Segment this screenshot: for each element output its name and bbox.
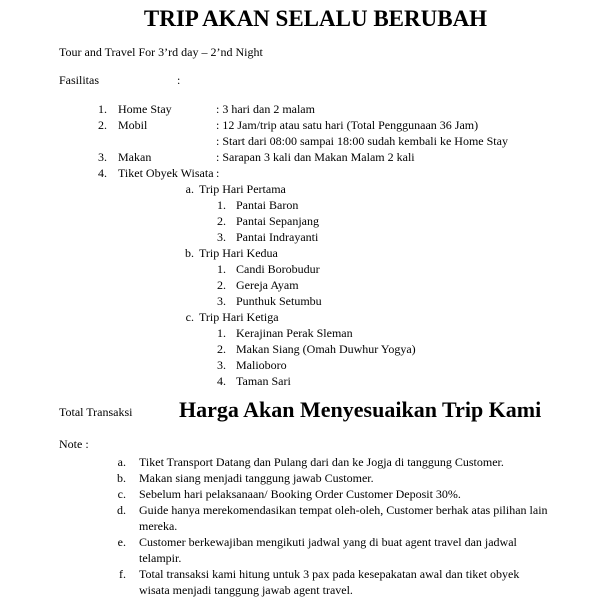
note-text: Makan siang menjadi tanggung jawab Customer. — [139, 471, 374, 485]
trip-item-number: 2. — [217, 278, 226, 292]
trip-item-number: 1. — [217, 326, 226, 340]
trip-item: Punthuk Setumbu — [236, 294, 322, 308]
trip-item-number: 1. — [217, 198, 226, 212]
trip-item: Malioboro — [236, 358, 287, 372]
trip-letter: b. — [185, 246, 194, 260]
note-text-continued: mereka. — [139, 519, 178, 533]
facility-value: : Sarapan 3 kali dan Makan Malam 2 kali — [216, 150, 415, 164]
trip-item: Gereja Ayam — [236, 278, 299, 292]
facility-label: Home Stay — [118, 102, 172, 116]
note-text: Tiket Transport Datang dan Pulang dari dan ke Jogja di tanggung Customer. — [139, 455, 504, 469]
note-text-continued: telampir. — [139, 551, 182, 565]
facility-label: Makan — [118, 150, 152, 164]
note-label: Note : — [59, 437, 89, 451]
trip-item: Pantai Baron — [236, 198, 299, 212]
trip-item-number: 2. — [217, 214, 226, 228]
facility-value-continued: : Start dari 08:00 sampai 18:00 sudah kembali ke Home Stay — [216, 134, 508, 148]
trip-item-number: 2. — [217, 342, 226, 356]
fasilitas-label: Fasilitas — [59, 73, 100, 87]
trip-name: Trip Hari Kedua — [199, 246, 278, 260]
note-letter: a. — [117, 455, 126, 469]
trip-item: Makan Siang (Omah Duwhur Yogya) — [236, 342, 416, 356]
note-text: Sebelum hari pelaksanaan/ Booking Order Customer Deposit 30%. — [139, 487, 461, 501]
note-text: Customer berkewajiban mengikuti jadwal yang di buat agent travel dan jadwal — [139, 535, 517, 549]
note-text-continued: wisata menjadi tanggung jawab agent travel. — [139, 583, 353, 597]
trip-item-number: 1. — [217, 262, 226, 276]
note-letter: f. — [119, 567, 126, 581]
note-text: Guide hanya merekomendasikan tempat oleh-oleh, Customer berhak atas pilihan lain — [139, 503, 548, 517]
total-value: Harga Akan Menyesuaikan Trip Kami — [179, 397, 542, 422]
facility-value: : 12 Jam/trip atau satu hari (Total Penggunaan 36 Jam) — [216, 118, 479, 132]
subtitle: Tour and Travel For 3’rd day – 2’nd Night — [59, 45, 263, 59]
facility-label: Mobil — [118, 118, 148, 132]
trip-item-number: 4. — [217, 374, 226, 388]
trip-name: Trip Hari Pertama — [199, 182, 286, 196]
facility-label: Tiket Obyek Wisata — [118, 166, 214, 180]
note-letter: b. — [117, 471, 126, 485]
facility-value: : — [216, 166, 220, 180]
fasilitas-colon: : — [177, 73, 181, 87]
facility-number: 2. — [98, 118, 107, 132]
page-title: TRIP AKAN SELALU BERUBAH — [143, 6, 488, 31]
trip-item: Candi Borobudur — [236, 262, 320, 276]
facility-number: 1. — [98, 102, 107, 116]
trip-name: Trip Hari Ketiga — [199, 310, 279, 324]
trip-letter: a. — [185, 182, 194, 196]
trip-item-number: 3. — [217, 358, 226, 372]
facility-value: : 3 hari dan 2 malam — [216, 102, 315, 116]
trip-item-number: 3. — [217, 294, 226, 308]
trip-item: Pantai Sepanjang — [236, 214, 319, 228]
facility-number: 4. — [98, 166, 107, 180]
note-text: Total transaksi kami hitung untuk 3 pax pada kesepakatan awal dan tiket obyek — [139, 567, 520, 581]
trip-item-number: 3. — [217, 230, 226, 244]
note-letter: d. — [117, 503, 126, 517]
trip-item: Taman Sari — [236, 374, 291, 388]
total-label: Total Transaksi — [59, 405, 133, 419]
note-letter: c. — [117, 487, 126, 501]
trip-item: Kerajinan Perak Sleman — [236, 326, 353, 340]
note-letter: e. — [117, 535, 126, 549]
trip-letter: c. — [185, 310, 194, 324]
facility-number: 3. — [98, 150, 107, 164]
trip-item: Pantai Indrayanti — [236, 230, 319, 244]
